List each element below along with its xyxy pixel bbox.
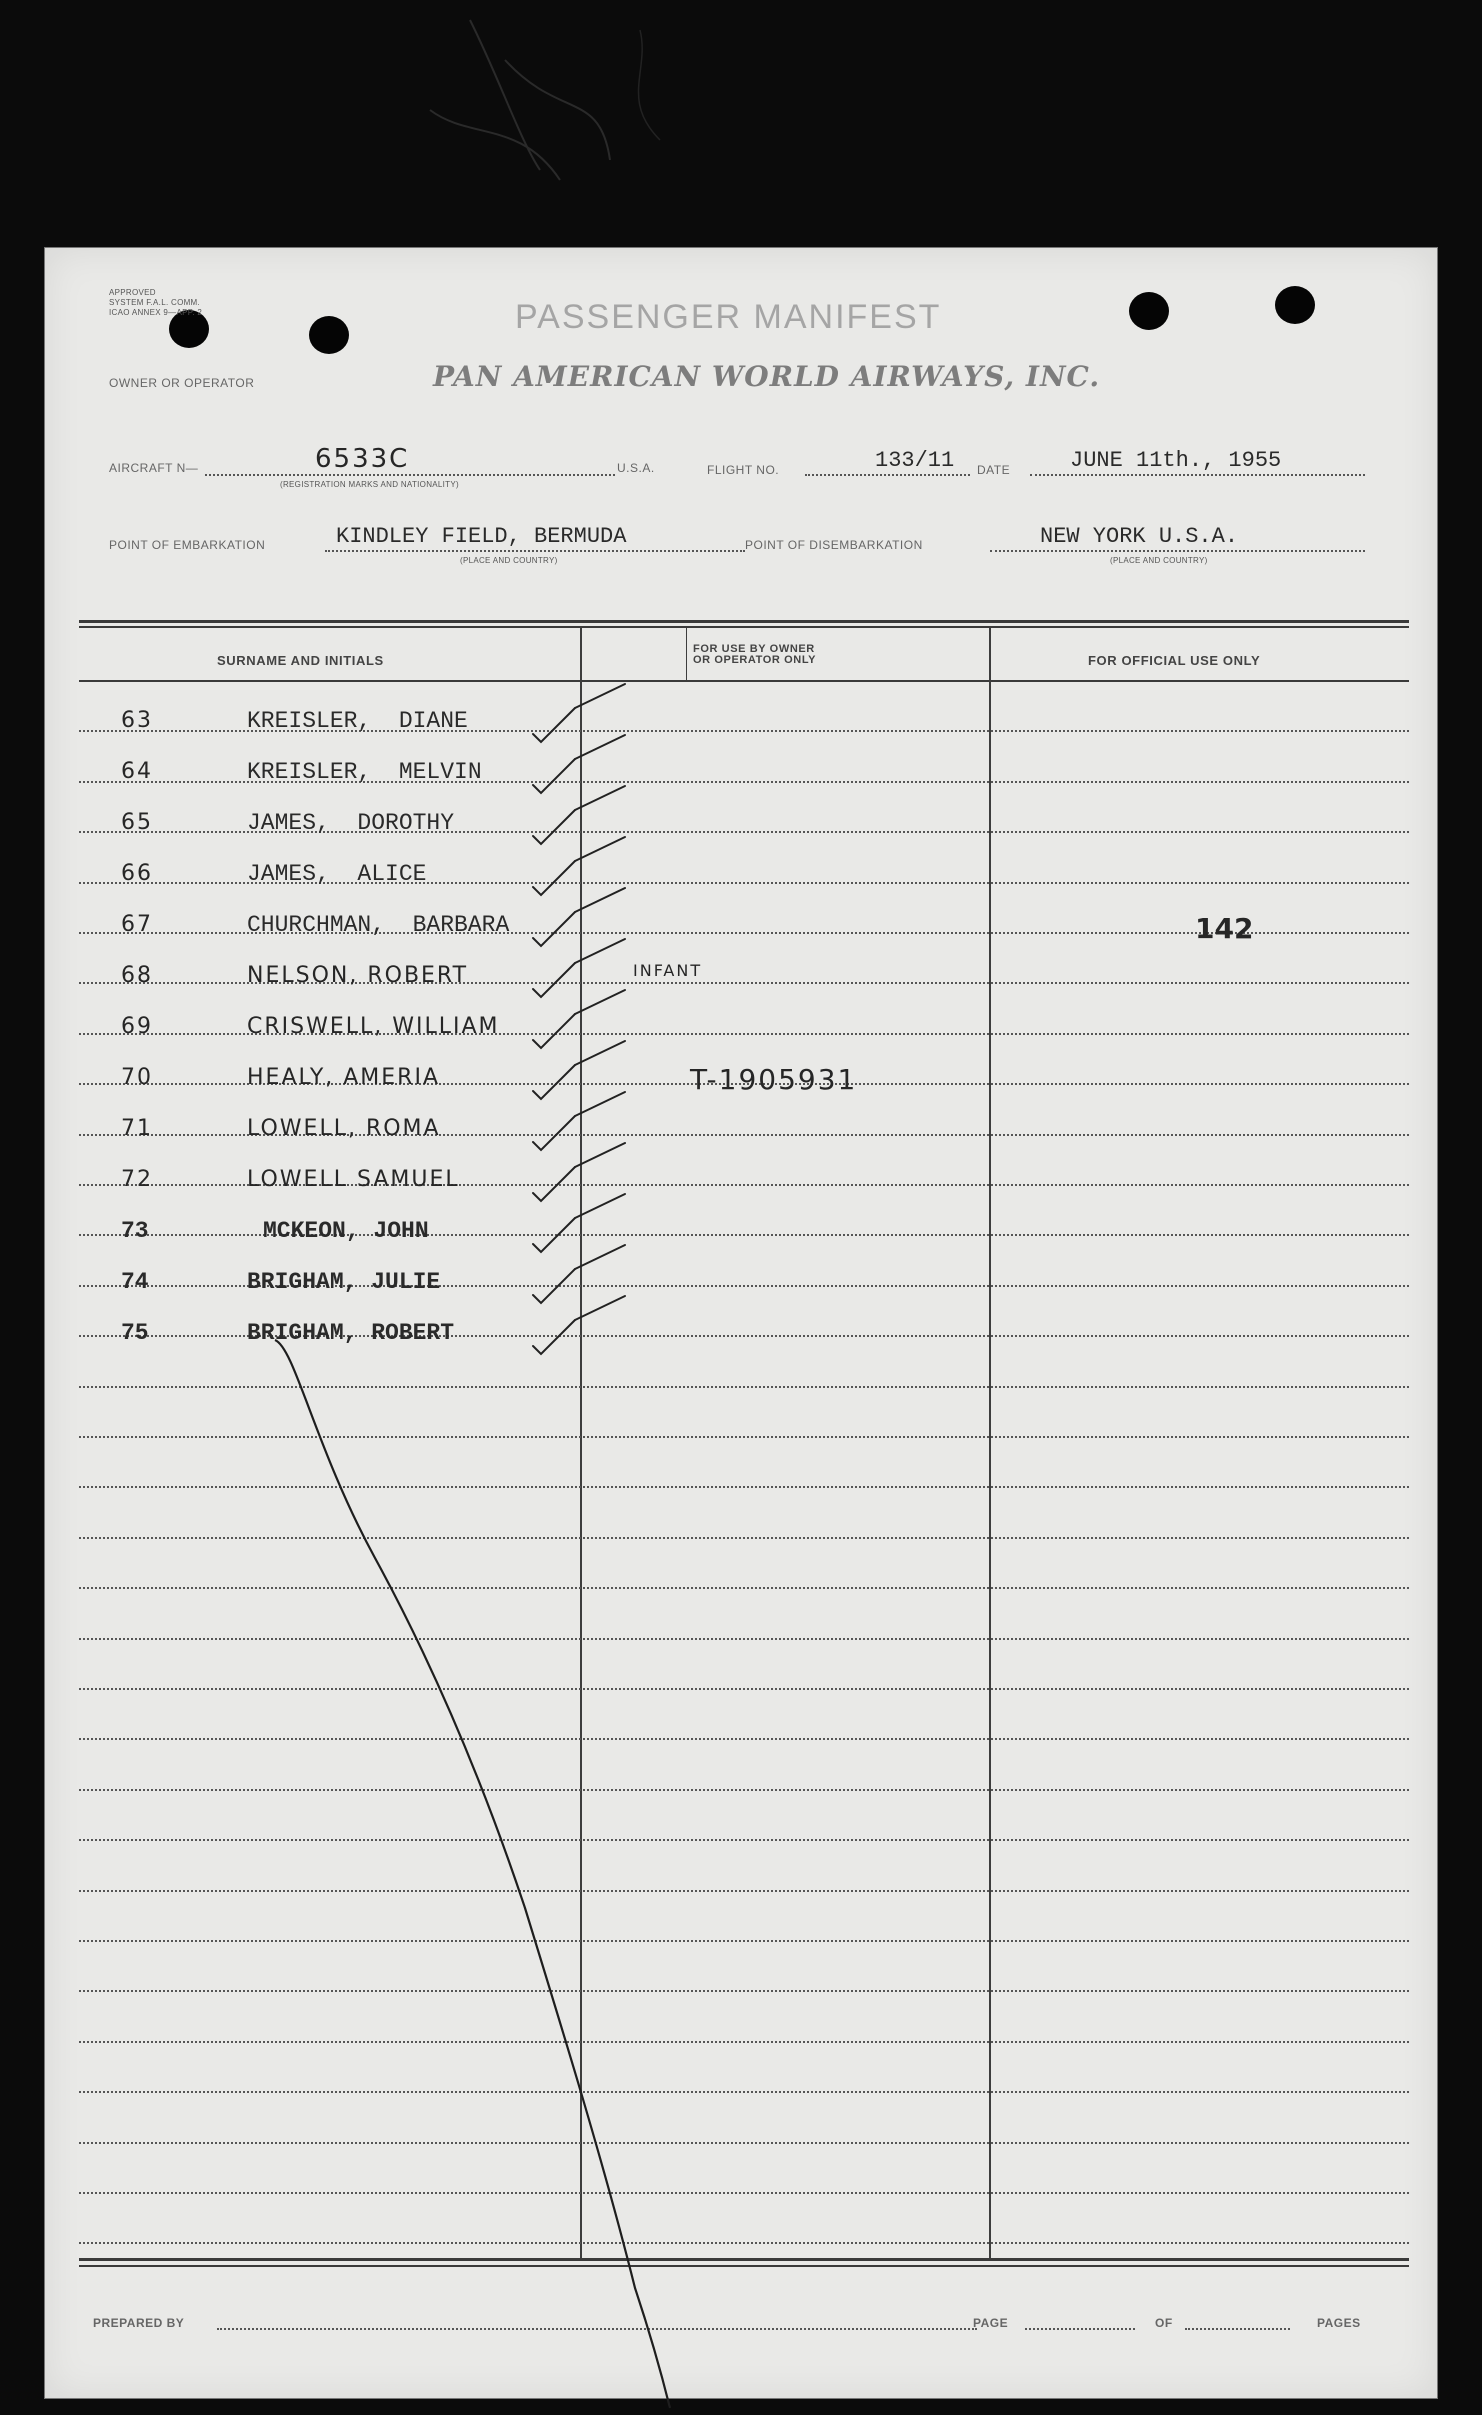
check-mark <box>533 759 575 793</box>
check-tail <box>575 837 625 861</box>
passenger-name: JAMES, DOROTHY <box>247 810 455 836</box>
check-mark <box>533 810 575 844</box>
disembarkation-value: NEW YORK U.S.A. <box>1040 524 1239 549</box>
passenger-name: KREISLER, DIANE <box>247 708 468 734</box>
passenger-number: 68 <box>121 963 153 988</box>
ink-line <box>275 1340 670 2408</box>
passenger-number: 65 <box>121 810 153 835</box>
aircraft-label: AIRCRAFT N— <box>109 461 199 475</box>
check-mark <box>533 1014 575 1048</box>
passenger-name: LOWELL, ROMA <box>247 1116 441 1141</box>
check-tail <box>575 1245 625 1269</box>
official-note: 142 <box>1195 912 1254 945</box>
aircraft-value: 6533C <box>315 444 410 474</box>
column-header-official: FOR OFFICIAL USE ONLY <box>1088 653 1261 668</box>
owner-note: INFANT <box>633 961 703 980</box>
passenger-number: 64 <box>121 759 153 784</box>
check-tail <box>575 888 625 912</box>
flight-value: 133/11 <box>875 448 955 473</box>
check-mark <box>533 1269 575 1303</box>
embarkation-caption: (PLACE AND COUNTRY) <box>460 556 558 565</box>
check-tail <box>575 990 625 1014</box>
passenger-name: CHURCHMAN, BARBARA <box>247 912 510 938</box>
passenger-name: KREISLER, MELVIN <box>247 759 482 785</box>
check-tail <box>575 1194 625 1218</box>
date-value: JUNE 11th., 1955 <box>1070 448 1282 473</box>
check-tail <box>575 786 625 810</box>
check-mark <box>533 1218 575 1252</box>
passenger-name: NELSON, ROBERT <box>247 963 469 988</box>
passenger-name: LOWELL SAMUEL <box>247 1167 460 1192</box>
column-header-owner: FOR USE BY OWNER OR OPERATOR ONLY <box>693 643 817 666</box>
approval-line: SYSTEM F.A.L. COMM. <box>109 298 201 307</box>
owner-note: T-1905931 <box>690 1063 858 1096</box>
passenger-number: 75 <box>121 1320 149 1346</box>
passenger-number: 72 <box>121 1167 153 1192</box>
airline-name: PAN AMERICAN WORLD AIRWAYS, INC. <box>433 360 1101 393</box>
aircraft-caption: (REGISTRATION MARKS AND NATIONALITY) <box>280 480 459 489</box>
check-tail <box>575 1143 625 1167</box>
disembarkation-caption: (PLACE AND COUNTRY) <box>1110 556 1208 565</box>
passenger-number: 74 <box>121 1269 149 1295</box>
approval-line: APPROVED <box>109 288 156 297</box>
passenger-name: JAMES, ALICE <box>247 861 427 887</box>
check-mark <box>533 1116 575 1150</box>
passenger-name: HEALY, AMERIA <box>247 1065 441 1090</box>
passenger-number: 66 <box>121 861 153 886</box>
date-label: DATE <box>977 463 1011 477</box>
passenger-number: 73 <box>121 1218 149 1244</box>
check-tail <box>575 1041 625 1065</box>
ink-marks <box>45 248 1437 2398</box>
check-mark <box>533 1167 575 1201</box>
passenger-name: BRIGHAM, JULIE <box>247 1269 441 1295</box>
of-label: OF <box>1155 2316 1173 2330</box>
disembarkation-label: POINT OF DISEMBARKATION <box>745 538 923 552</box>
passenger-name: BRIGHAM, ROBERT <box>247 1320 455 1346</box>
check-mark <box>533 963 575 997</box>
embarkation-label: POINT OF EMBARKATION <box>109 538 266 552</box>
check-mark <box>533 861 575 895</box>
passenger-number: 63 <box>121 708 153 733</box>
check-mark <box>533 912 575 946</box>
check-mark <box>533 1065 575 1099</box>
check-tail <box>575 1092 625 1116</box>
check-mark <box>533 1320 575 1354</box>
check-tail <box>575 1296 625 1320</box>
check-tail <box>575 939 625 963</box>
check-tail <box>575 684 625 708</box>
passenger-number: 70 <box>121 1065 153 1090</box>
passenger-number: 69 <box>121 1014 153 1039</box>
manifest-sheet <box>44 247 1438 2399</box>
passenger-name: CRISWELL, WILLIAM <box>247 1014 500 1039</box>
check-tail <box>575 735 625 759</box>
pages-label: PAGES <box>1317 2316 1361 2330</box>
usa-label: U.S.A. <box>617 461 655 475</box>
check-mark <box>533 708 575 742</box>
embarkation-value: KINDLEY FIELD, BERMUDA <box>336 524 627 549</box>
page-title: PASSENGER MANIFEST <box>515 298 942 336</box>
flight-label: FLIGHT NO. <box>707 463 780 477</box>
approval-line: ICAO ANNEX 9—APP. 2 <box>109 308 203 317</box>
prepared-by-label: PREPARED BY <box>93 2316 185 2330</box>
passenger-number: 67 <box>121 912 153 937</box>
owner-label: OWNER OR OPERATOR <box>109 376 255 390</box>
passenger-number: 71 <box>121 1116 153 1141</box>
passenger-name: MCKEON, JOHN <box>263 1218 429 1244</box>
column-header-surname: SURNAME AND INITIALS <box>217 653 384 668</box>
page-label: PAGE <box>973 2316 1009 2330</box>
